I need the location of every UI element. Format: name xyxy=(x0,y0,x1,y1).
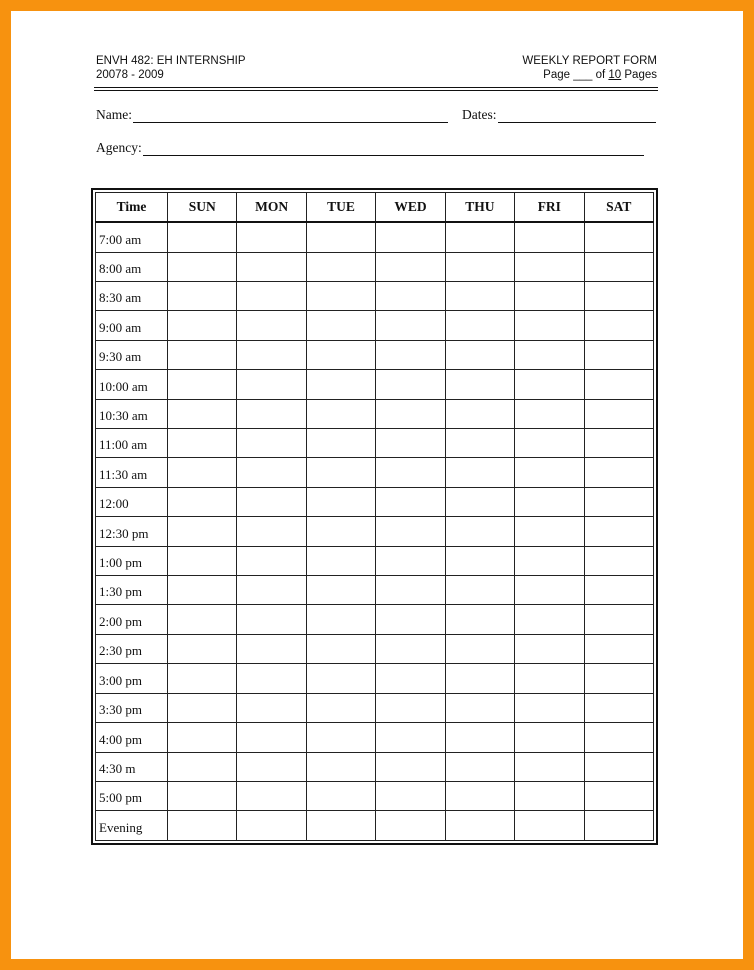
schedule-cell[interactable] xyxy=(515,429,584,458)
schedule-cell[interactable] xyxy=(306,693,375,722)
schedule-cell[interactable] xyxy=(376,487,445,516)
form-header xyxy=(522,54,657,82)
schedule-cell[interactable] xyxy=(237,664,306,693)
schedule-cell[interactable] xyxy=(584,370,653,399)
schedule-cell[interactable] xyxy=(584,487,653,516)
schedule-cell[interactable] xyxy=(445,576,514,605)
schedule-cell[interactable] xyxy=(584,781,653,810)
time-slot-label: 7:00 am xyxy=(96,222,168,252)
schedule-cell[interactable] xyxy=(168,311,237,340)
schedule-cell[interactable] xyxy=(376,605,445,634)
schedule-cell[interactable] xyxy=(376,693,445,722)
page-prefix: Page ___ of xyxy=(543,69,609,81)
schedule-cell[interactable] xyxy=(237,370,306,399)
schedule-cell[interactable] xyxy=(515,399,584,428)
schedule-cell[interactable] xyxy=(168,546,237,575)
time-slot-label: 4:00 pm xyxy=(96,723,168,752)
schedule-cell[interactable] xyxy=(306,311,375,340)
schedule-cell[interactable] xyxy=(515,811,584,841)
schedule-cell[interactable] xyxy=(306,282,375,311)
schedule-cell[interactable] xyxy=(376,429,445,458)
schedule-cell[interactable] xyxy=(237,340,306,369)
schedule-cell[interactable] xyxy=(306,576,375,605)
schedule-cell[interactable] xyxy=(584,517,653,546)
schedule-row xyxy=(96,517,654,546)
schedule-cell[interactable] xyxy=(515,282,584,311)
schedule-cell[interactable] xyxy=(237,752,306,781)
header-divider-bottom xyxy=(94,90,658,91)
time-slot-label: 8:00 am xyxy=(96,252,168,281)
schedule-cell[interactable] xyxy=(515,222,584,252)
schedule-cell[interactable] xyxy=(584,546,653,575)
page-suffix: Pages xyxy=(621,69,657,81)
schedule-cell[interactable] xyxy=(237,429,306,458)
day-header: SUN xyxy=(168,193,237,223)
schedule-cell[interactable] xyxy=(168,752,237,781)
schedule-cell[interactable] xyxy=(445,340,514,369)
schedule-cell[interactable] xyxy=(237,781,306,810)
schedule-row xyxy=(96,252,654,281)
schedule-cell[interactable] xyxy=(376,546,445,575)
time-slot-label: 2:00 pm xyxy=(96,605,168,634)
schedule-row xyxy=(96,222,654,252)
schedule-cell[interactable] xyxy=(168,605,237,634)
schedule-cell[interactable] xyxy=(515,664,584,693)
header-divider-top xyxy=(94,87,658,88)
schedule-cell[interactable] xyxy=(584,222,653,252)
name-input-line[interactable] xyxy=(133,108,448,123)
schedule-cell[interactable] xyxy=(237,546,306,575)
page-total: 10 xyxy=(608,69,622,81)
schedule-cell[interactable] xyxy=(168,576,237,605)
schedule-cell[interactable] xyxy=(237,222,306,252)
schedule-cell[interactable] xyxy=(237,576,306,605)
schedule-cell[interactable] xyxy=(376,340,445,369)
schedule-cell[interactable] xyxy=(515,781,584,810)
time-slot-label: 11:00 am xyxy=(96,429,168,458)
course-year: 20078 - 2009 xyxy=(96,69,164,81)
agency-field xyxy=(96,140,644,156)
schedule-row xyxy=(96,634,654,663)
time-slot-label: 3:30 pm xyxy=(96,693,168,722)
schedule-cell[interactable] xyxy=(306,546,375,575)
day-header: WED xyxy=(376,193,445,223)
schedule-row xyxy=(96,429,654,458)
schedule-cell[interactable] xyxy=(306,517,375,546)
schedule-cell[interactable] xyxy=(445,222,514,252)
schedule-cell[interactable] xyxy=(515,340,584,369)
schedule-cell[interactable] xyxy=(306,487,375,516)
day-header: THU xyxy=(445,193,514,223)
schedule-cell[interactable] xyxy=(237,252,306,281)
schedule-cell[interactable] xyxy=(515,634,584,663)
schedule-cell[interactable] xyxy=(168,693,237,722)
schedule-cell[interactable] xyxy=(584,340,653,369)
schedule-cell[interactable] xyxy=(515,311,584,340)
schedule-cell[interactable] xyxy=(515,252,584,281)
schedule-cell[interactable] xyxy=(515,546,584,575)
dates-field xyxy=(462,107,656,123)
day-header: TUE xyxy=(306,193,375,223)
schedule-cell[interactable] xyxy=(237,282,306,311)
schedule-cell[interactable] xyxy=(584,723,653,752)
schedule-cell[interactable] xyxy=(445,781,514,810)
schedule-cell[interactable] xyxy=(237,458,306,487)
schedule-cell[interactable] xyxy=(237,487,306,516)
schedule-cell[interactable] xyxy=(168,634,237,663)
form-title: WEEKLY REPORT FORM xyxy=(522,55,657,67)
schedule-cell[interactable] xyxy=(168,429,237,458)
time-slot-label: 5:00 pm xyxy=(96,781,168,810)
schedule-row xyxy=(96,399,654,428)
schedule-cell[interactable] xyxy=(376,252,445,281)
schedule-cell[interactable] xyxy=(445,282,514,311)
name-field xyxy=(96,107,448,123)
schedule-cell[interactable] xyxy=(237,811,306,841)
schedule-cell[interactable] xyxy=(306,399,375,428)
schedule-cell[interactable] xyxy=(306,634,375,663)
schedule-row xyxy=(96,546,654,575)
schedule-cell[interactable] xyxy=(445,311,514,340)
day-header: MON xyxy=(237,193,306,223)
schedule-cell[interactable] xyxy=(376,458,445,487)
schedule-cell[interactable] xyxy=(237,605,306,634)
schedule-cell[interactable] xyxy=(445,723,514,752)
schedule-cell[interactable] xyxy=(515,487,584,516)
schedule-cell[interactable] xyxy=(376,399,445,428)
schedule-cell[interactable] xyxy=(168,370,237,399)
schedule-cell[interactable] xyxy=(168,664,237,693)
schedule-cell[interactable] xyxy=(445,693,514,722)
schedule-cell[interactable] xyxy=(584,282,653,311)
schedule-cell[interactable] xyxy=(376,222,445,252)
schedule-cell[interactable] xyxy=(515,723,584,752)
time-slot-label: 10:30 am xyxy=(96,399,168,428)
time-slot-label: 1:00 pm xyxy=(96,546,168,575)
schedule-cell[interactable] xyxy=(237,634,306,663)
schedule-cell[interactable] xyxy=(445,752,514,781)
schedule-cell[interactable] xyxy=(584,811,653,841)
time-slot-label: 9:00 am xyxy=(96,311,168,340)
schedule-cell[interactable] xyxy=(376,282,445,311)
time-slot-label: 1:30 pm xyxy=(96,576,168,605)
schedule-row xyxy=(96,752,654,781)
schedule-cell[interactable] xyxy=(515,458,584,487)
schedule-cell[interactable] xyxy=(168,399,237,428)
schedule-cell[interactable] xyxy=(445,546,514,575)
schedule-cell[interactable] xyxy=(168,458,237,487)
schedule-cell[interactable] xyxy=(306,222,375,252)
schedule-cell[interactable] xyxy=(306,252,375,281)
schedule-cell[interactable] xyxy=(237,723,306,752)
schedule-cell[interactable] xyxy=(306,752,375,781)
schedule-cell[interactable] xyxy=(376,723,445,752)
schedule-table xyxy=(95,192,654,841)
schedule-cell[interactable] xyxy=(515,752,584,781)
schedule-cell[interactable] xyxy=(306,811,375,841)
day-header: FRI xyxy=(515,193,584,223)
course-title: ENVH 482: EH INTERNSHIP xyxy=(96,55,246,67)
schedule-cell[interactable] xyxy=(584,576,653,605)
schedule-cell[interactable] xyxy=(445,664,514,693)
schedule-row xyxy=(96,576,654,605)
schedule-cell[interactable] xyxy=(376,634,445,663)
page-counter xyxy=(522,68,657,82)
time-column-header: Time xyxy=(96,193,168,223)
report-form-page xyxy=(11,11,743,959)
day-header: SAT xyxy=(584,193,653,223)
time-slot-label: Evening xyxy=(96,811,168,841)
schedule-cell[interactable] xyxy=(168,222,237,252)
schedule-cell[interactable] xyxy=(445,458,514,487)
agency-input-line[interactable] xyxy=(143,141,644,156)
schedule-cell[interactable] xyxy=(584,252,653,281)
schedule-cell[interactable] xyxy=(237,517,306,546)
time-slot-label: 12:00 xyxy=(96,487,168,516)
schedule-cell[interactable] xyxy=(515,576,584,605)
schedule-row xyxy=(96,693,654,722)
schedule-cell[interactable] xyxy=(306,781,375,810)
schedule-cell[interactable] xyxy=(376,370,445,399)
schedule-cell[interactable] xyxy=(445,399,514,428)
schedule-row xyxy=(96,370,654,399)
schedule-cell[interactable] xyxy=(168,723,237,752)
schedule-cell[interactable] xyxy=(445,517,514,546)
schedule-cell[interactable] xyxy=(445,252,514,281)
time-slot-label: 9:30 am xyxy=(96,340,168,369)
agency-label: Agency: xyxy=(96,140,142,155)
schedule-cell[interactable] xyxy=(584,399,653,428)
schedule-cell[interactable] xyxy=(445,487,514,516)
schedule-cell[interactable] xyxy=(376,664,445,693)
schedule-cell[interactable] xyxy=(376,781,445,810)
schedule-cell[interactable] xyxy=(445,634,514,663)
schedule-cell[interactable] xyxy=(445,370,514,399)
schedule-cell[interactable] xyxy=(306,605,375,634)
schedule-cell[interactable] xyxy=(168,811,237,841)
schedule-cell[interactable] xyxy=(584,634,653,663)
schedule-cell[interactable] xyxy=(168,282,237,311)
schedule-cell[interactable] xyxy=(237,693,306,722)
schedule-cell[interactable] xyxy=(584,605,653,634)
schedule-cell[interactable] xyxy=(168,252,237,281)
schedule-cell[interactable] xyxy=(515,517,584,546)
schedule-cell[interactable] xyxy=(584,693,653,722)
schedule-cell[interactable] xyxy=(376,517,445,546)
schedule-cell[interactable] xyxy=(306,429,375,458)
schedule-cell[interactable] xyxy=(168,487,237,516)
schedule-cell[interactable] xyxy=(445,811,514,841)
schedule-cell[interactable] xyxy=(306,458,375,487)
schedule-cell[interactable] xyxy=(306,370,375,399)
schedule-row xyxy=(96,723,654,752)
time-slot-label: 2:30 pm xyxy=(96,634,168,663)
schedule-row xyxy=(96,340,654,369)
schedule-cell[interactable] xyxy=(306,340,375,369)
course-header xyxy=(96,54,246,82)
time-slot-label: 4:30 m xyxy=(96,752,168,781)
schedule-cell[interactable] xyxy=(168,340,237,369)
schedule-row xyxy=(96,458,654,487)
time-slot-label: 3:00 pm xyxy=(96,664,168,693)
schedule-cell[interactable] xyxy=(584,752,653,781)
schedule-cell[interactable] xyxy=(237,311,306,340)
schedule-cell[interactable] xyxy=(237,399,306,428)
schedule-cell[interactable] xyxy=(168,517,237,546)
schedule-grid xyxy=(91,188,658,845)
schedule-cell[interactable] xyxy=(445,429,514,458)
schedule-cell[interactable] xyxy=(515,693,584,722)
time-slot-label: 10:00 am xyxy=(96,370,168,399)
schedule-header-row xyxy=(96,193,654,223)
schedule-cell[interactable] xyxy=(584,429,653,458)
schedule-cell[interactable] xyxy=(376,576,445,605)
schedule-cell[interactable] xyxy=(584,311,653,340)
schedule-cell[interactable] xyxy=(376,311,445,340)
time-slot-label: 12:30 pm xyxy=(96,517,168,546)
time-slot-label: 8:30 am xyxy=(96,282,168,311)
schedule-row xyxy=(96,282,654,311)
schedule-cell[interactable] xyxy=(376,752,445,781)
schedule-cell[interactable] xyxy=(584,664,653,693)
schedule-row xyxy=(96,811,654,841)
dates-label: Dates: xyxy=(462,107,497,122)
schedule-cell[interactable] xyxy=(584,458,653,487)
schedule-row xyxy=(96,311,654,340)
schedule-cell[interactable] xyxy=(515,605,584,634)
schedule-row xyxy=(96,605,654,634)
schedule-cell[interactable] xyxy=(306,723,375,752)
schedule-cell[interactable] xyxy=(515,370,584,399)
schedule-cell[interactable] xyxy=(445,605,514,634)
dates-input-line[interactable] xyxy=(498,108,656,123)
schedule-row xyxy=(96,664,654,693)
schedule-row xyxy=(96,487,654,516)
schedule-cell[interactable] xyxy=(306,664,375,693)
name-label: Name: xyxy=(96,107,132,122)
time-slot-label: 11:30 am xyxy=(96,458,168,487)
schedule-cell[interactable] xyxy=(168,781,237,810)
schedule-row xyxy=(96,781,654,810)
schedule-cell[interactable] xyxy=(376,811,445,841)
